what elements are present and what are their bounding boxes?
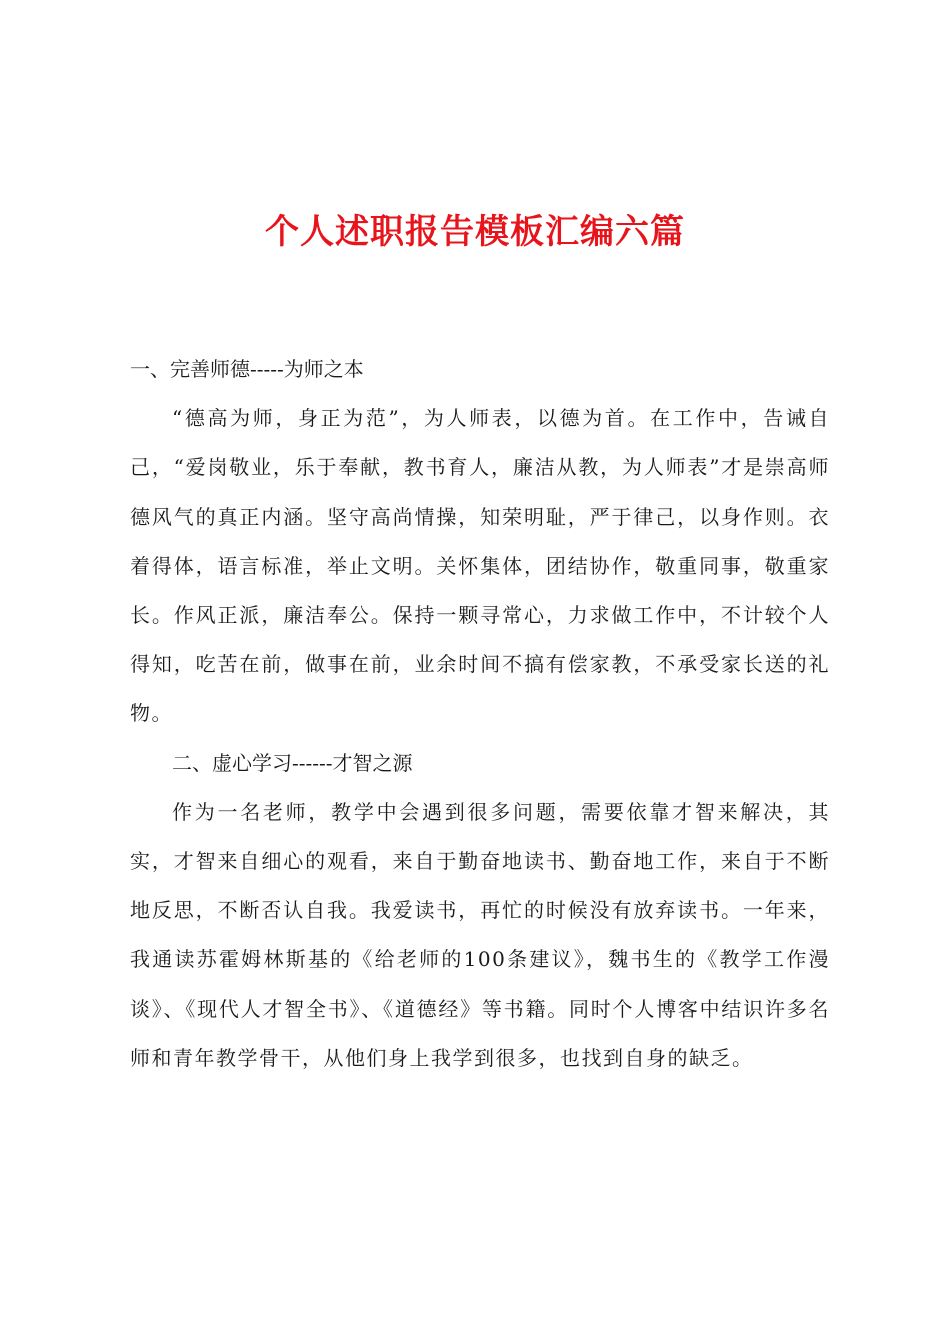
section-1-heading: 一、完善师德-----为师之本 [130,357,364,381]
document-title: 个人述职报告模板汇编六篇 [265,212,685,252]
section-1-paragraph: “德高为师，身正为范”，为人师表，以德为首。在工作中，告诫自己，“爱岗敬业，乐于奉献，教书育人，廉洁从教，为人师表”才是崇高师德风气的真正内涵。坚守高尚情操，知荣明耻，严于律己，以身作则。衣着得体，语言标准，举止文明。关怀集体，团结协作，敬重同事，敬重家长。作风正派，廉洁奉公。保持一颗寻常心，力求做工作中，不计较个人得知，吃苦在前，做事在前，业余时间不搞有偿家教，不承受家长送的礼物。 [130,406,830,726]
section-2-heading: 二、虚心学习------才智之源 [172,750,413,775]
document-body [130,345,830,1083]
section-2-paragraph: 作为一名老师，教学中会遇到很多问题，需要依靠才智来解决，其实，才智来自细心的观看，来自于勤奋地读书、勤奋地工作，来自于不断地反思，不断否认自我。我爱读书，再忙的时候没有放弃读书。一年来，我通读苏霍姆林斯基的《给老师的100条建议》，魏书生的《教学工作漫谈》、《现代人才智全书》、《道德经》等书籍。同时个人博客中结识许多名师和青年教学骨干，从他们身上我学到很多，也找到自身的缺乏。 [130,799,830,1070]
